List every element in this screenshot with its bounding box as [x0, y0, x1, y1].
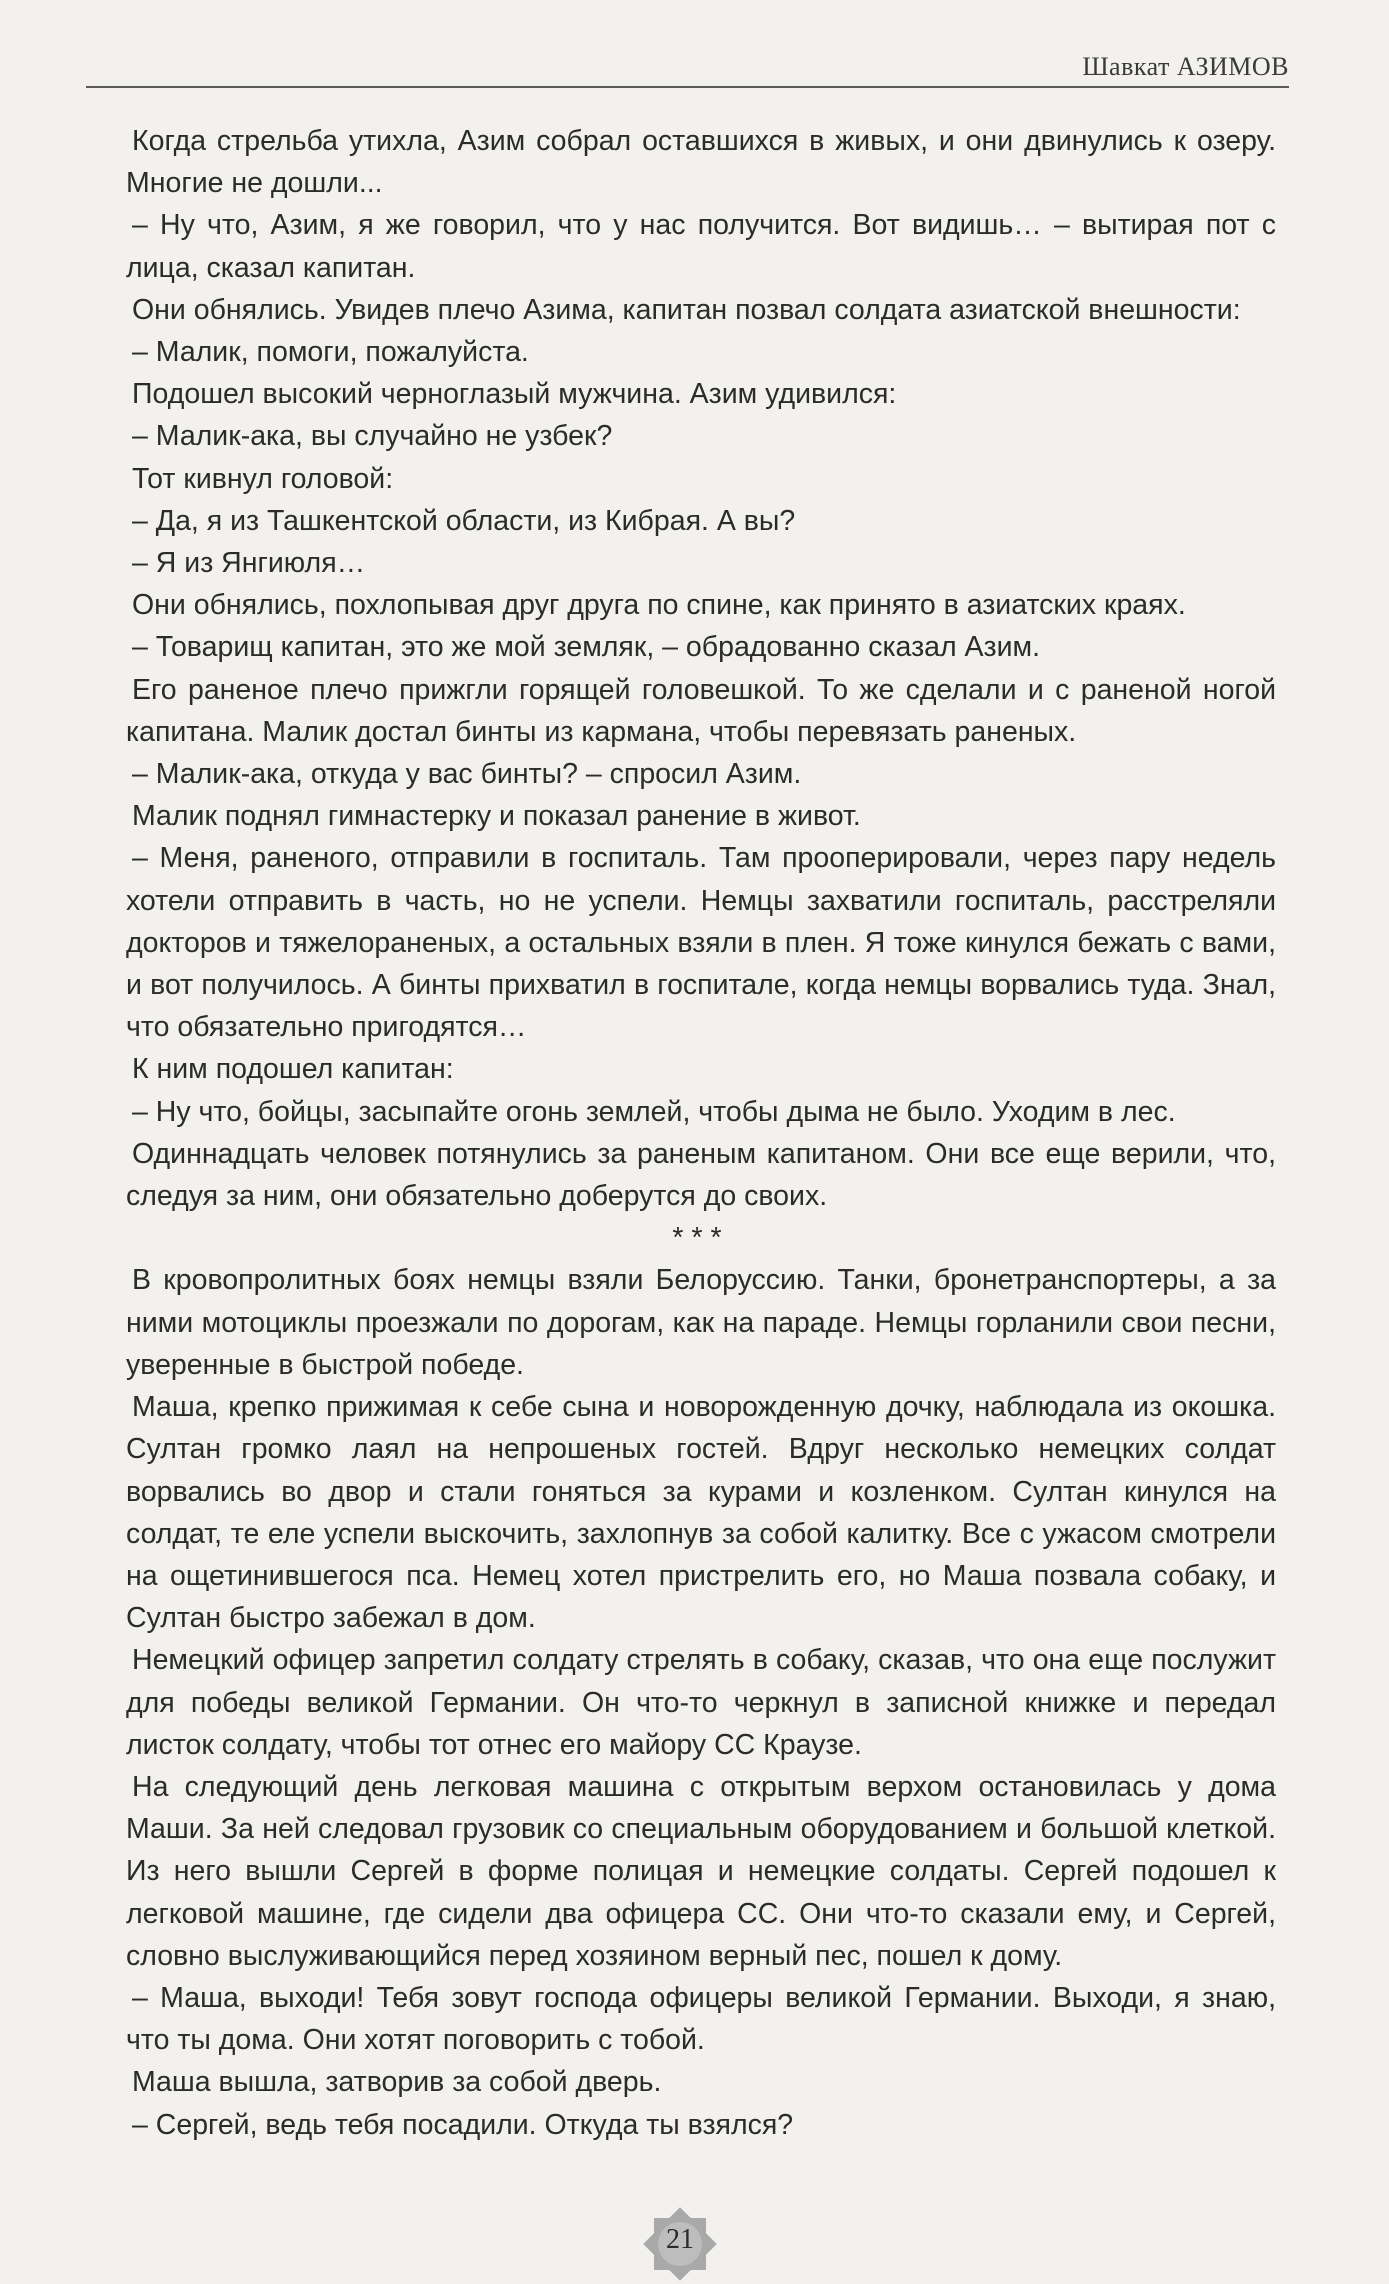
paragraph: Когда стрельба утихла, Азим собрал оставшихся в живых, и они двинулись к озеру. Многие не дошли... [126, 125, 1276, 200]
paragraph: Они обнялись, похлопывая друг друга по спине, как принято в азиатских краях. [132, 589, 1186, 622]
paragraph: Тот кивнул головой: [132, 462, 394, 495]
paragraph: – Маша, выходи! Тебя зовут господа офицеры великой Германии. Выходи, я знаю, что ты дома. Они хотят поговорить с тобой. [126, 1981, 1276, 2057]
paragraph: В кровопролитных боях немцы взяли Белоруссию. Танки, бронетранспортеры, а за ними мотоциклы проезжали по дорогам, как на параде. Немцы горланили свои песни, уверенные в быстрой победе. [126, 1264, 1276, 1381]
paragraph: Его раненое плечо прижгли горящей головешкой. То же сделали и с раненой ногой капитана. Малик достал бинты из кармана, чтобы перевязать раненых. [126, 673, 1276, 748]
running-head: Шавкат АЗИМОВ [1082, 52, 1289, 81]
paragraph: – Товарищ капитан, это же мой земляк, – обрадованно сказал Азим. [132, 631, 1041, 664]
page-number-ornament [640, 2204, 720, 2284]
section-separator: *** [672, 1222, 730, 1255]
paragraph: – Ну что, Азим, я же говорил, что у нас получится. Вот видишь… – вытирая пот с лица, сказал капитан. [126, 209, 1276, 284]
paragraph: – Ну что, бойцы, засыпайте огонь землей, чтобы дыма не было. Уходим в лес. [132, 1095, 1176, 1128]
paragraph: Одиннадцать человек потянулись за раненым капитаном. Они все еще верили, что, следуя за ним, они обязательно доберутся до своих. [126, 1137, 1276, 1213]
paragraph: – Я из Янгиюля… [132, 547, 366, 580]
paragraph: Они обнялись. Увидев плечо Азима, капитан позвал солдата азиатской внешности: [132, 293, 1241, 326]
paragraph: – Сергей, ведь тебя посадили. Откуда ты взялся? [132, 2108, 794, 2141]
paragraph: – Малик, помоги, пожалуйста. [132, 336, 529, 369]
header-rule [86, 86, 1289, 88]
paragraph: Маша, крепко прижимая к себе сына и новорожденную дочку, наблюдала из окошка. Султан громко лаял на непрошеных гостей. Вдруг несколько немецких солдат ворвались во двор и стали гоняться за курами и козленком. Султан кинулся на солдат, те еле успели выскочить, захлопнув за собой калитку. Все с ужасом смотрели на ощетинившегося пса. Немец хотел пристрелить его, но Маша позвала собаку, и Султан быстро забежал в дом. [126, 1391, 1276, 1635]
paragraph: На следующий день легковая машина с открытым верхом остановилась у дома Маши. За ней следовал грузовик со специальным оборудованием и большой клеткой. Из него вышли Сергей в форме полицая и немецкие солдаты. Сергей подошел к легковой машине, где сидели два офицера СС. Они что-то сказали ему, и Сергей, словно выслуживающийся перед хозяином верный пес, пошел к дому. [126, 1770, 1276, 1972]
paragraph: Малик поднял гимнастерку и показал ранение в живот. [132, 800, 861, 833]
paragraph: – Да, я из Ташкентской области, из Кибрая. А вы? [132, 504, 796, 537]
paragraph: Подошел высокий черноглазый мужчина. Азим удивился: [132, 378, 897, 411]
paragraph: – Малик-ака, откуда у вас бинты? – спросил Азим. [132, 758, 802, 791]
paragraph: – Малик-ака, вы случайно не узбек? [132, 420, 613, 453]
paragraph: К ним подошел капитан: [132, 1053, 454, 1086]
paragraph: – Меня, раненого, отправили в госпиталь. Там прооперировали, через пару недель хотели отправить в часть, но не успели. Немцы захватили госпиталь, расстреляли докторов и тяжелораненых, а остальных взяли в плен. Я тоже кинулся бежать с вами, и вот получилось. А бинты прихватил в госпитале, когда немцы ворвались туда. Знал, что обязательно пригодятся… [126, 842, 1276, 1044]
paragraph: Немецкий офицер запретил солдату стрелять в собаку, сказав, что она еще послужит для победы великой Германии. Он что-то черкнул в записной книжке и передал листок солдату, чтобы тот отнес его майору СС Краузе. [126, 1644, 1276, 1761]
paragraph: Маша вышла, затворив за собой дверь. [132, 2066, 662, 2099]
page-number: 21 [666, 2224, 694, 2255]
body-text [126, 120, 1276, 2146]
